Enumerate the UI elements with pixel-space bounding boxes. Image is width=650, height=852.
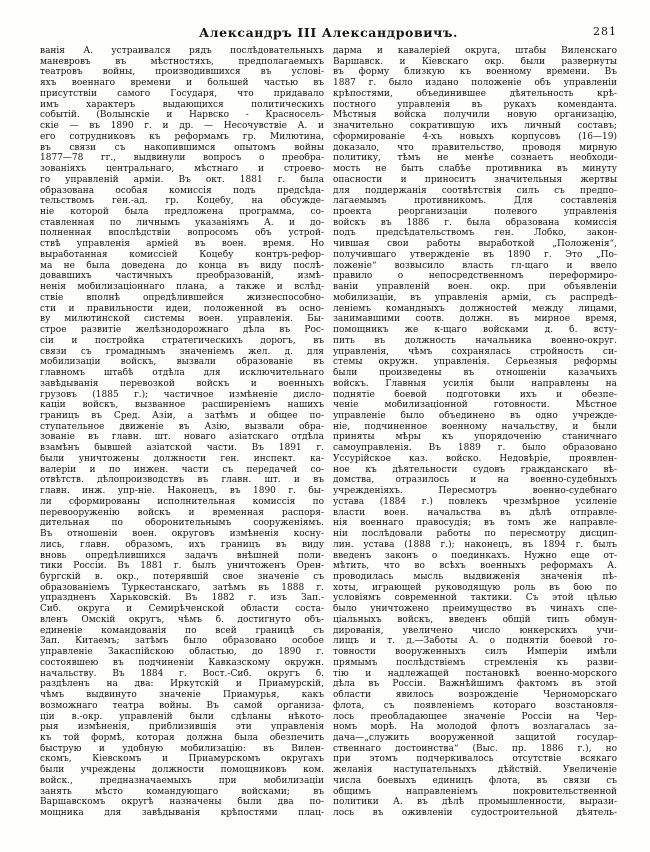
text-line: зованіяхъ центральнаго, мѣстнаго и строево-	[40, 164, 324, 175]
text-line: ніи послѣдовали работы по пересмотру дисцип-	[333, 529, 617, 540]
text-line: тію и надлежащей постановкѣ военно-морского	[333, 668, 617, 679]
text-line: значительно сократившую ихъ личный составъ;	[333, 121, 617, 132]
text-line: Въ отношеніи воен. округовъ измѣненія косну-	[40, 529, 324, 540]
text-line: дѣла въ Россіи. Важнѣйшимъ фактомъ въ этой	[333, 679, 617, 690]
text-line: мобилизаціи, въ управленія арміи, съ распредѣ-	[333, 292, 617, 303]
text-line: были уничтожены должности ген. инспект. ка-	[40, 453, 324, 464]
text-line: состоявшею въ подчиненіи Кавказскому окружн.	[40, 657, 324, 668]
text-line: общимъ направленіемъ покровительственной	[333, 786, 617, 797]
text-line: событій. (Волынскіе и Нарвско - Красносель-	[40, 110, 324, 121]
text-line: товности вооруженныхъ силъ Имперіи имѣли	[333, 647, 617, 658]
text-line: отвѣтств. дѣлопроизводствъ въ главн. шт. и въ	[40, 475, 324, 486]
text-line: ли сформированы исполнительная комиссія по	[40, 496, 324, 507]
text-line: доказало, что правительство, проводя мирную	[333, 142, 617, 153]
text-line: валеріи и по инжен. части съ передачей со-	[40, 464, 324, 475]
text-line: сформированіе 4-хъ новыхъ корпусовъ (16—19)	[333, 131, 617, 142]
text-line: занять мѣсто командующаго войсками; въ	[40, 786, 324, 797]
text-line: образованіемъ Туркестанскаго, затѣмъ въ 1888 г.	[40, 582, 324, 593]
text-line: лись, главн. образомъ, ихъ границъ въ виду	[40, 539, 324, 550]
text-line: получившаго утвержденіе въ 1890 г. Это „По-	[333, 249, 617, 260]
text-line: дированія, увеличено число юнкерскихъ учи-	[333, 625, 617, 636]
text-line: ніе, подчиненное военному начальству, и были	[333, 421, 617, 432]
text-line: Варшавскомъ округѣ назначены были два по-	[40, 797, 324, 808]
text-line: Уссурійское каз. войско. Недовѣріе, проявлен-	[333, 453, 617, 464]
text-line: были произведены въ отношеніи казачьихъ	[333, 368, 617, 379]
text-line: для поддержанія соотвѣтствія силъ съ предпо-	[333, 185, 617, 196]
text-line: опасности и приноситъ значительныя жертвы	[333, 174, 617, 185]
text-line: ствѣ управленія арміей въ воен. время. Но	[40, 239, 324, 250]
text-line: крѣпостями, объединившее дѣятельность крѣ-	[333, 88, 617, 99]
text-line: въ связи съ накопившимся опытомъ войны	[40, 142, 324, 153]
text-line: мощника для завѣдыванія крѣпостями плац-	[40, 808, 324, 819]
text-line: маневровъ въ мѣстностяхъ, предполагаемыхъ	[40, 56, 324, 67]
text-line: желанія наступательныхъ дѣйствій. Увеличеніе	[333, 765, 617, 776]
text-line: области явилось возрожденіе Черноморскаго	[333, 690, 617, 701]
text-line: довавшихъ частичныхъ преобразованій, измѣ-	[40, 271, 324, 282]
text-line: мость не быть слабѣе противника въ минуту	[333, 164, 617, 175]
text-line: бургскій в. окр., потерявшій свое значеніе съ	[40, 571, 324, 582]
text-line: дача—„служить вооруженной защитой государ-	[333, 733, 617, 743]
text-line: главномъ штабѣ отдѣла для исключительнаго	[40, 368, 324, 379]
text-line: войскъ въ 1886 г. была образована комиссія	[333, 217, 617, 228]
text-line: политики А. въ дѣлѣ промышленности, вырази-	[333, 797, 617, 808]
page-header	[40, 25, 617, 41]
text-line: лин. устава (1888 г.); наконецъ, въ 1894 г. былъ	[333, 539, 617, 550]
text-line: театровъ войны, производившихся въ услові-	[40, 67, 324, 78]
text-line: го управленій арміи. Въ окт. 1881 г. была	[40, 174, 324, 185]
text-line: войскъ. Главныя усилія были направлены на	[333, 378, 617, 389]
text-line: ванія А. устраивался рядъ послѣдовательныхъ	[40, 46, 324, 56]
text-line: 1887 г. было издано положеніе объ управленіи	[333, 78, 617, 89]
text-line: единеніе командованія по всей границѣ съ	[40, 625, 324, 636]
text-line: учрежденіяхъ. Пересмотръ военно-судебнаго	[333, 486, 617, 497]
text-line: сіи и постройка стратегическихъ дорогъ, въ	[40, 335, 324, 346]
text-line: числа боевыхъ единицъ флота, въ связи съ	[333, 775, 617, 786]
text-line: условіямъ современной тактики. Съ этой цѣлью	[333, 593, 617, 604]
text-line: завѣдыванія перевозкой войскъ и военныхъ	[40, 378, 324, 389]
text-line: приняты мѣры къ упорядоченію станичнаго	[333, 432, 617, 443]
text-line: строе развитіе желѣзнодорожнаго дѣла въ Рос-	[40, 325, 324, 336]
text-line: ступательное движеніе въ Азію, вызвали обра-	[40, 421, 324, 432]
text-line: проводилась мысль выдвиженія значенія пѣ-	[333, 571, 617, 582]
text-line: правило о непосредственномъ переформиро-	[333, 271, 617, 282]
text-line: ственнаго достоинства“ (Выс. пр. 1886 г.), но	[333, 743, 617, 754]
text-line: начальству. Въ 1884 г. Вост.-Сиб. округъ б.	[40, 668, 324, 679]
text-line: упраздненъ Харьковскій. Въ 1882 г. изъ Зап.-	[40, 593, 324, 604]
text-line: дарма и кавалеріей округа, штабы Виленскаго	[333, 46, 617, 56]
text-line: постного управленія въ рукахъ коменданта.	[333, 99, 617, 110]
text-line: дительная по оборонительнымъ сооруженіямъ.	[40, 518, 324, 529]
text-line: при этомъ подчеркивалось отсутствіе всякаго	[333, 754, 617, 765]
text-line: его сотрудниковъ къ реформамъ гр. Милютина,	[40, 131, 324, 142]
text-line: введенъ законъ о поединкахъ. Нужно еще от-	[333, 550, 617, 561]
text-line: чѣмъ выдвинуто значеніе Приамурья, какъ	[40, 690, 324, 701]
text-line: взамѣнъ бывшей азіатской части. Въ 1891 г.	[40, 443, 324, 454]
text-line: присутствіи самого Государя, что придавало	[40, 88, 324, 99]
text-line: ваніи управленій воен. окр. при объявленіи	[333, 282, 617, 293]
text-line: ненія мобилизаціоннаго плана, а также и вслѣд-	[40, 282, 324, 293]
text-line: было уничтожено преимущество въ чинахъ спе-	[333, 604, 617, 615]
text-line: нія военнаго правосудія; въ томъ же направле-	[333, 518, 617, 529]
text-line: лось преобладающее значеніе Россіи на Чер-	[333, 711, 617, 722]
text-line: мобилизаціи войскъ, вызвали образованіе въ	[40, 357, 324, 368]
text-line: самоуправленія. Въ 1889 г. было образовано	[333, 443, 617, 454]
text-line: управленія, чѣмъ сохранялась стройность си-	[333, 346, 617, 357]
text-line: раздѣленъ на два: Иркутскій и Приамурскій,	[40, 679, 324, 690]
text-line: поднятіе боевой подготовки ихъ и обезпе-	[333, 389, 617, 400]
page-title: Александръ III Александровичъ.	[198, 25, 459, 40]
text-line: перевооруженію войскъ и временная распоря-	[40, 507, 324, 518]
text-line: 1877—78 гг., выдвинули вопросъ о преобра-	[40, 153, 324, 164]
text-line: Мѣстныя войска получили новую организацію,	[333, 110, 617, 121]
text-line: ствіе вполнѣ опредѣлившейся жизнеспособно-	[40, 292, 324, 303]
text-line: Варшавск. и Кіевскаго окр. были развернуты	[333, 56, 617, 67]
text-line: чившая свои работы выработкой „Положенія“,	[333, 239, 617, 250]
text-line: границъ въ Сред. Азіи, а затѣмъ и общее по-	[40, 410, 324, 421]
text-line: Сиб. округа и Семирѣченской области соста-	[40, 604, 324, 615]
text-line: возможнаго театра войны. Въ самой организа-	[40, 700, 324, 711]
text-line: къ той формѣ, которая должна была обезпечить	[40, 733, 324, 743]
text-line: были учреждены должности помощниковъ ком.	[40, 765, 324, 776]
text-line: домства, отразилось и на военно-судебныхъ	[333, 475, 617, 486]
text-line: леніемъ командныхъ должностей между лицами,	[333, 303, 617, 314]
text-line: Зап. Китаемъ; затѣмъ было образовано особое	[40, 636, 324, 647]
text-line: мѣтить, что во всѣхъ военныхъ реформахъ А.	[333, 561, 617, 572]
text-line: устава (1884 г.) повлекъ чрезмѣрное усиленіе	[333, 496, 617, 507]
text-line: занимавшими соотв. должн. въ мирное время,	[333, 314, 617, 325]
text-line: вленъ Омскій округъ, чѣмъ б. достигнуто объ-	[40, 614, 324, 625]
text-line: подъ предсѣдательствомъ ген. Лобко, закон-	[333, 228, 617, 239]
text-line: яхъ военнаго времени и большей частью въ	[40, 78, 324, 89]
text-line: ченіе мобилизаціонной готовности. Мѣстное	[333, 400, 617, 411]
page-number: 281	[593, 25, 617, 38]
text-line: ное къ дѣятельности судовъ гражданскаго вѣ-	[333, 464, 617, 475]
text-line: ставленная по личнымъ указаніямъ А. и до-	[40, 217, 324, 228]
text-line: каціи войскъ, вызванное расширеніемъ нашихъ	[40, 400, 324, 411]
text-line: управленіе Закаспійскою областью, до 1890 г.	[40, 647, 324, 658]
text-line: лагаемымъ противникомъ. Для составленія	[333, 196, 617, 207]
text-line: ціи в.-окр. управленій были сдѣланы нѣкото-	[40, 711, 324, 722]
column-right	[333, 46, 617, 819]
text-line: помощникъ же к-щаго войсками д. б. всту-	[333, 325, 617, 336]
text-line: прямымъ послѣдствіемъ стремленія къ разви-	[333, 657, 617, 668]
text-line: лось въ оживленіи судостроительной дѣятель-	[333, 808, 617, 819]
text-line: тельствомъ ген.-ад. гр. Коцебу, на обсужде-	[40, 196, 324, 207]
text-line: флота, съ появленіемъ котораго возстановля-	[333, 700, 617, 711]
text-line: скомъ, Кіевскомъ и Приамурскомъ округахъ	[40, 754, 324, 765]
text-line: номъ морѣ. На молодой флотъ возлагалась за-	[333, 722, 617, 733]
text-line: полненная впослѣдствіи вопросомъ объ устрой-	[40, 228, 324, 239]
text-line: войск., предназначаемыхъ при мобилизаціи	[40, 775, 324, 786]
text-line: вновь опредѣлившихся задачъ внѣшней поли-	[40, 550, 324, 561]
text-columns	[40, 46, 617, 819]
text-line: зованіе въ главн. шт. новаго азіатскаго отдѣла	[40, 432, 324, 443]
text-line: стемы окружн. управленія. Серьезныя реформы	[333, 357, 617, 368]
text-line: образована особая комиссія подъ предсѣда-	[40, 185, 324, 196]
text-line: быструю и удобную мобилизацію: въ Вилен-	[40, 743, 324, 754]
text-line: грузовъ (1885 г.); частичное измѣненіе дисло-	[40, 389, 324, 400]
text-line: ніе которой была предложена программа, со-	[40, 207, 324, 218]
text-line: имъ характеръ выдающихся политическихъ	[40, 99, 324, 110]
text-line: ложеніе“ возвысило власть гл-щаго и ввело	[333, 260, 617, 271]
text-line: сти и правильности идеи, положенной въ осно-	[40, 303, 324, 314]
column-left	[40, 46, 324, 819]
text-line: ма не была доведена до конца въ виду послѣ-	[40, 260, 324, 271]
text-line: главн. инж. упр-ніе. Наконецъ, въ 1890 г. бы-	[40, 486, 324, 497]
text-line: проекта реорганизаціи полевого управленія	[333, 207, 617, 218]
text-line: политику, тѣмъ не менѣе сознаетъ необходи-	[333, 153, 617, 164]
text-line: ву милютинской системы воен. управленія. Бы-	[40, 314, 324, 325]
text-line: тики Россіи. Въ 1881 г. былъ уничтоженъ Орен-	[40, 561, 324, 572]
text-line: выработанная комиссіей Коцебу контръ-рефор-	[40, 249, 324, 260]
text-line: хоты, играющей руководящую роль въ бою по	[333, 582, 617, 593]
text-line: лищъ и т. д.—Заботы А. о поднятіи боевой го-	[333, 636, 617, 647]
text-line: рыя измѣненія, приблизившія эти управленія	[40, 722, 324, 733]
text-line: пить въ должность начальника военно-округ.	[333, 335, 617, 346]
text-line: связи съ громаднымъ значеніемъ жел. д. для	[40, 346, 324, 357]
text-line: управленіе было объединено въ одно учрежде-	[333, 410, 617, 421]
text-line: въ форму близкую къ военному времени. Въ	[333, 67, 617, 78]
text-line: власти воен. начальства въ дѣлѣ отправле-	[333, 507, 617, 518]
text-line: скіе — въ 1890 г. и др. — Несочувствіе А. и	[40, 121, 324, 132]
text-line: ціальныхъ войскъ, введенъ общій типъ обмун-	[333, 614, 617, 625]
